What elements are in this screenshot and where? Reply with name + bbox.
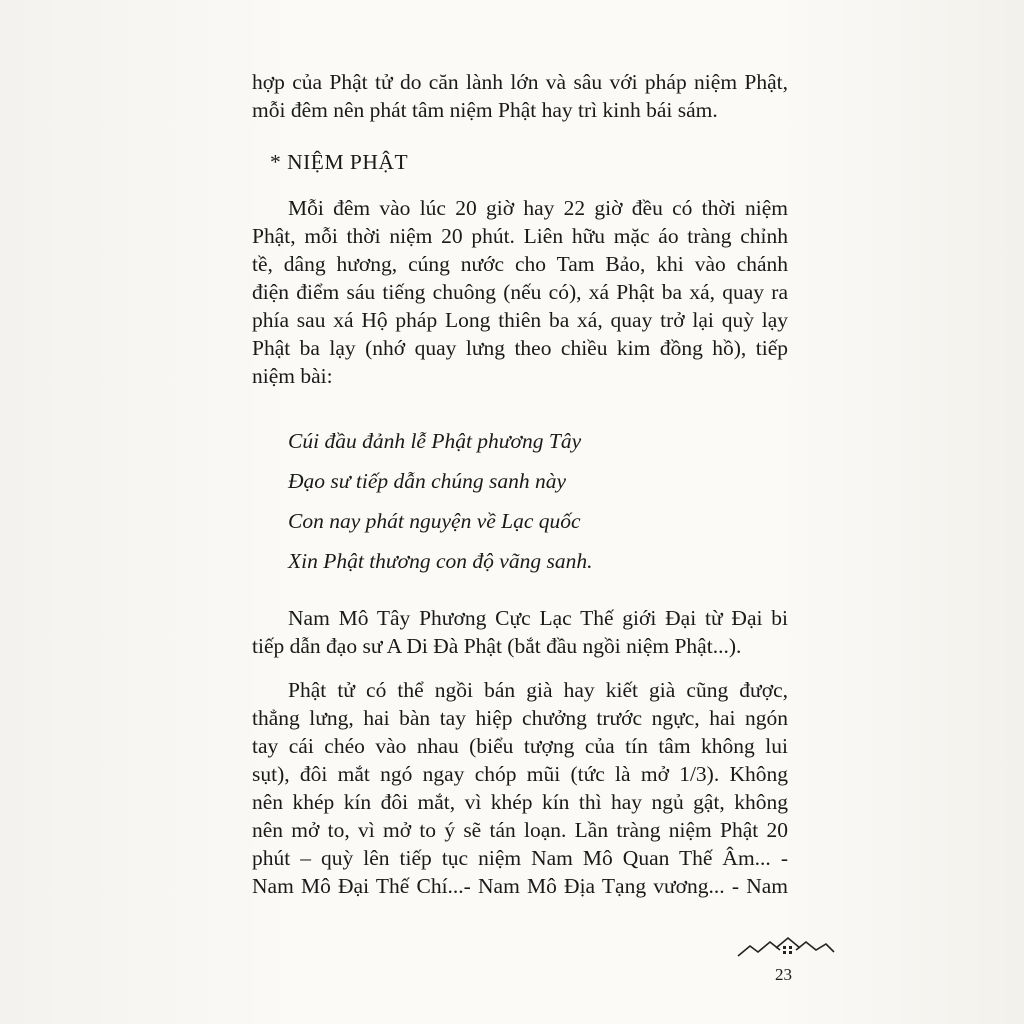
- section-heading: * NIỆM PHẬT: [270, 150, 409, 174]
- verse-line: Đạo sư tiếp dẫn chúng sanh này: [288, 469, 567, 493]
- text-line: Phật ba lạy (nhớ quay lưng theo chiều kim đồng hồ), tiếp: [252, 336, 788, 360]
- text-line: điện điểm sáu tiếng chuông (nếu có), xá Phật ba xá, quay ra: [252, 280, 788, 304]
- text-line: Phật, mỗi thời niệm 20 phút. Liên hữu mặc áo tràng chỉnh: [252, 224, 788, 248]
- text-line: niệm bài:: [252, 364, 333, 388]
- paragraph-posture: [252, 676, 788, 900]
- mountain-house-icon: [736, 934, 836, 960]
- text-line: tay cái chéo vào nhau (biểu tượng của tín tâm không lui: [252, 734, 788, 758]
- text-line: nên khép kín đôi mắt, vì khép kín thì hay ngủ gật, không: [252, 790, 788, 814]
- paragraph-intro: [252, 68, 788, 124]
- text-line: mỗi đêm nên phát tâm niệm Phật hay trì kinh bái sám.: [252, 98, 718, 122]
- text-line: Phật tử có thể ngồi bán già hay kiết già cũng được,: [288, 678, 788, 702]
- text-line: tiếp dẫn đạo sư A Di Đà Phật (bắt đầu ngồi niệm Phật...).: [252, 634, 742, 658]
- verse-line: Xin Phật thương con độ vãng sanh.: [288, 549, 593, 573]
- text-line: phía sau xá Hộ pháp Long thiên ba xá, quay trở lại quỳ lạy: [252, 308, 788, 332]
- verse-line: Cúi đầu đảnh lễ Phật phương Tây: [288, 429, 582, 453]
- text-line: Mỗi đêm vào lúc 20 giờ hay 22 giờ đều có thời niệm: [288, 196, 788, 220]
- text-line: nên mở to, vì mở to ý sẽ tán loạn. Lần tràng niệm Phật 20: [252, 818, 788, 842]
- text-line: phút – quỳ lên tiếp tục niệm Nam Mô Quan Thế Âm... -: [252, 846, 788, 870]
- text-line: Nam Mô Tây Phương Cực Lạc Thế giới Đại từ Đại bi: [288, 606, 788, 630]
- page-number: 23: [775, 965, 792, 984]
- text-line: sụt), đôi mắt ngó ngay chóp mũi (tức là mở 1/3). Không: [252, 762, 788, 786]
- paragraph-practice: [252, 194, 788, 390]
- text-line: Nam Mô Đại Thế Chí...- Nam Mô Địa Tạng vương... - Nam: [252, 874, 788, 898]
- paragraph-invocation: [252, 604, 788, 660]
- text-line: tề, dâng hương, cúng nước cho Tam Bảo, khi vào chánh: [252, 252, 788, 276]
- text-line: hợp của Phật tử do căn lành lớn và sâu với pháp niệm Phật,: [252, 70, 788, 94]
- verse-block: [288, 427, 592, 587]
- text-line: thẳng lưng, hai bàn tay hiệp chưởng trước ngực, hai ngón: [252, 706, 788, 730]
- verse-line: Con nay phát nguyện về Lạc quốc: [288, 509, 581, 533]
